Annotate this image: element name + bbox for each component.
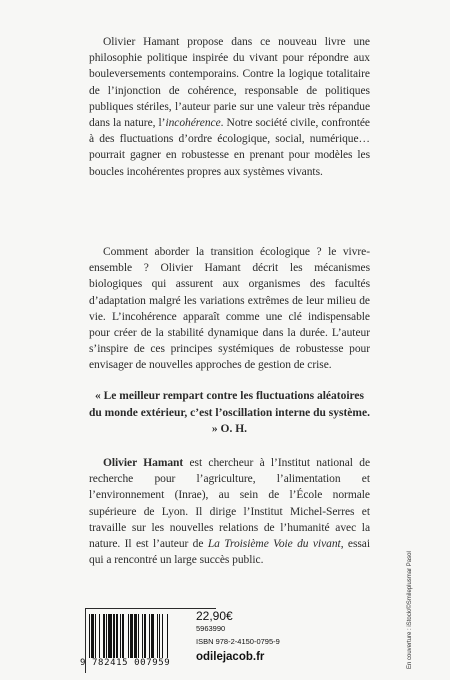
publisher-website: odilejacob.fr: [196, 651, 265, 663]
product-code: 5963990: [196, 624, 226, 633]
author-name: Olivier Hamant: [103, 457, 184, 469]
blurb-paragraph-1: [89, 34, 370, 180]
author-bio: [89, 455, 370, 568]
cover-credit: En couverture : iStock/©Smileplusmar Pasol: [407, 551, 413, 669]
barcode-icon: [89, 614, 201, 658]
isbn: ISBN 978-2-4150-0795-9: [196, 637, 280, 646]
author-bio-text-b: , essai qui a rencontré un large succès public.: [89, 538, 370, 567]
previous-book-title: La Troisième Voie du vivant: [207, 538, 341, 551]
paragraph-1-text-a: Olivier Hamant propose dans ce nouveau livre une philosophie politique inspirée du vivant pour répondre aux bouleversements contemporains. Contre la logique totalitaire de l’injonction de cohérence, responsable de politiques publiques stériles, l’auteur parie sur une valeur très répandue dans la nature, l’: [89, 36, 370, 130]
price: 22,90€: [196, 609, 233, 623]
pull-quote: « Le meilleur rempart contre les fluctuations aléatoires du monde extérieur, c’est l’oscillation interne du système. » O. H.: [89, 390, 370, 435]
paragraph-1-text-b: . Notre société civile, confrontée à des fluctuations d’ordre écologique, social, numérique… pourrait gagner en robustesse en prenant pour modèles les boucles incohérentes propres aux systèmes vivants.: [89, 117, 370, 178]
blurb-paragraph-2: Comment aborder la transition écologique ? le vivre-ensemble ? Olivier Hamant décrit les mécanismes biologiques qui assurent aux organismes des facultés d’adaptation malgré les variations extrêmes de leur milieu de vie. L’incohérence apparaît comme une clé indispensable pour créer de la stabilité dynamique dans la durée. L’auteur s’inspire de ces principes systémiques de robustesse pour envisager de nouvelles approches de gestion de crise.: [89, 246, 370, 372]
author-bio-text-a: est chercheur à l’Institut national de recherche pour l’agriculture, l’alimentation et l’environnement (Inrae), au sein de l’École normale supérieure de Lyon. Il dirige l’Institut Michel-Serres et travaille sur les nouvelles relations de l’humanité avec la nature. Il est l’auteur de: [89, 457, 370, 551]
paragraph-1-emphasis: incohérence: [165, 117, 221, 130]
barcode-digits: 9 782415 007959: [80, 658, 171, 668]
